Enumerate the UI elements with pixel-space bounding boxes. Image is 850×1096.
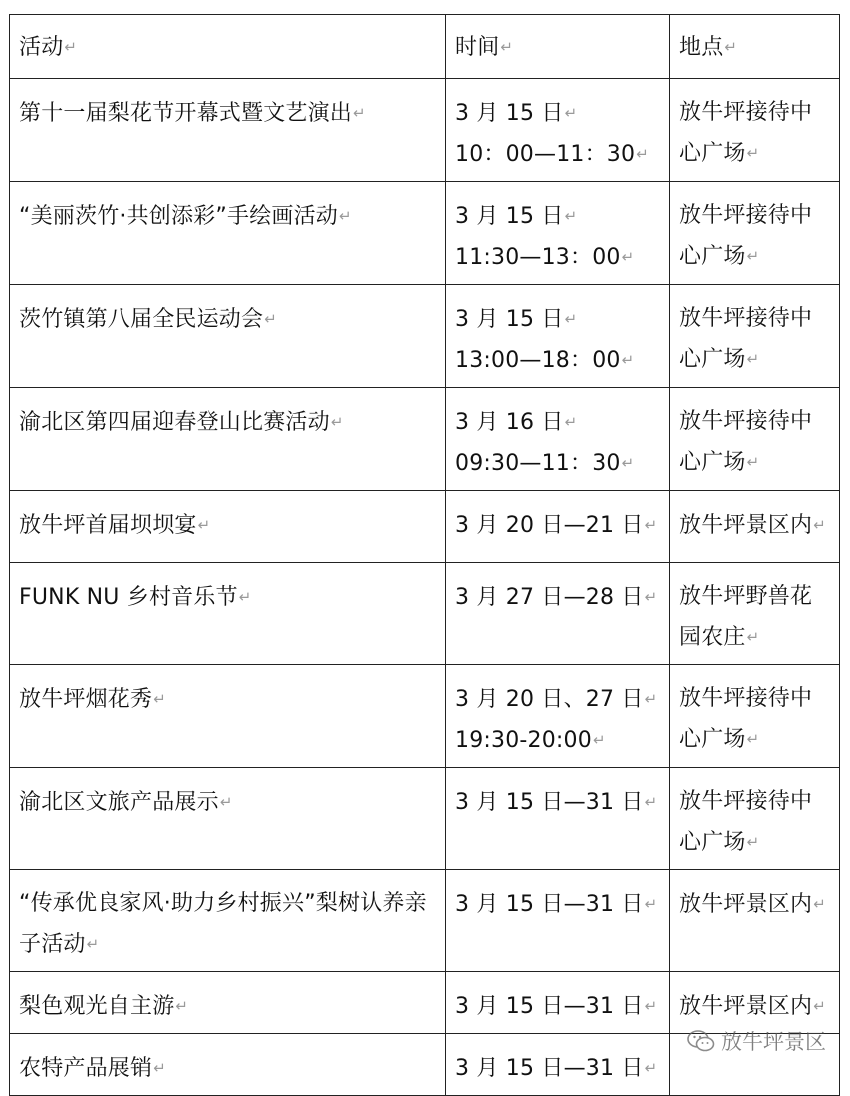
header-location: 地点↵ (670, 15, 840, 79)
time-cell (446, 870, 670, 972)
return-mark: ↵ (238, 588, 252, 606)
table-row (10, 182, 840, 285)
location-cell (670, 563, 840, 665)
time-line (455, 720, 660, 761)
time-line (455, 134, 660, 175)
location-cell (670, 768, 840, 870)
return-mark: ↵ (339, 207, 352, 225)
activity-text: 渝北区文旅产品展示 (19, 790, 219, 815)
location-text: 放牛坪景区内 (679, 513, 813, 538)
activity-text: 第十一届梨花节开幕式暨文艺演出 (19, 101, 353, 126)
time-text: 19:30-20:00 (455, 728, 592, 753)
table-row (10, 870, 840, 972)
time-cell (446, 79, 670, 182)
return-mark: ↵ (644, 1059, 658, 1077)
activity-cell (10, 972, 446, 1034)
return-mark: ↵ (330, 413, 344, 431)
table-row (10, 285, 840, 388)
activity-cell (10, 563, 446, 665)
time-cell (446, 388, 670, 491)
location-cell (670, 388, 840, 491)
return-mark: ↵ (564, 207, 578, 225)
watermark (687, 1026, 826, 1056)
activity-text: 茨竹镇第八届全民运动会 (19, 307, 264, 332)
activity-text: FUNK NU 乡村音乐节 (19, 585, 238, 610)
time-text: 3 月 15 日—31 日 (455, 790, 644, 815)
return-mark: ↵ (746, 350, 760, 368)
time-text: 3 月 27 日—28 日 (455, 585, 644, 610)
return-mark: ↵ (813, 997, 826, 1015)
return-mark: ↵ (636, 145, 649, 163)
location-cell (670, 491, 840, 563)
time-line (455, 443, 660, 484)
time-text: 10：00—11：30 (455, 142, 636, 167)
activity-cell (10, 665, 446, 768)
location-text: 放牛坪接待中心广场 (679, 409, 813, 475)
activity-cell (10, 1034, 446, 1096)
return-mark: ↵ (353, 104, 366, 122)
return-mark: ↵ (153, 690, 166, 708)
time-line (455, 577, 660, 618)
return-mark: ↵ (564, 310, 578, 328)
return-mark: ↵ (644, 997, 658, 1015)
return-mark: ↵ (644, 588, 658, 606)
time-text: 3 月 15 日—31 日 (455, 892, 644, 917)
return-mark: ↵ (219, 793, 233, 811)
return-mark: ↵ (621, 248, 635, 266)
time-text: 09:30—11：30 (455, 451, 621, 476)
time-text: 11:30—13：00 (455, 245, 621, 270)
location-cell (670, 285, 840, 388)
time-text: 3 月 15 日 (455, 101, 564, 126)
activity-text: 农特产品展销 (19, 1056, 153, 1081)
return-mark: ↵ (813, 516, 826, 534)
header-time: 时间↵ (446, 15, 670, 79)
time-text: 13:00—18：00 (455, 348, 621, 373)
return-mark: ↵ (175, 997, 189, 1015)
return-mark: ↵ (644, 516, 658, 534)
activity-cell (10, 388, 446, 491)
time-text: 3 月 20 日—21 日 (455, 513, 644, 538)
activity-text: “传承优良家风·助力乡村振兴”梨树认养亲子活动 (19, 891, 427, 957)
activity-cell (10, 491, 446, 563)
location-cell (670, 665, 840, 768)
table-header-row (10, 15, 840, 79)
return-mark: ↵ (746, 144, 760, 162)
return-mark: ↵ (153, 1059, 166, 1077)
location-text: 放牛坪接待中心广场 (679, 203, 813, 269)
time-text: 3 月 20 日、27 日 (455, 687, 644, 712)
time-line (455, 237, 660, 278)
table-row (10, 563, 840, 665)
return-mark: ↵ (621, 351, 635, 369)
return-mark: ↵ (644, 895, 658, 913)
header-activity: 活动↵ (10, 15, 446, 79)
return-mark: ↵ (621, 454, 635, 472)
activity-text: “美丽茨竹·共创添彩”手绘画活动 (19, 204, 338, 229)
return-mark: ↵ (644, 793, 658, 811)
time-cell (446, 768, 670, 870)
location-text: 放牛坪景区内 (679, 994, 813, 1019)
time-line (455, 1048, 660, 1089)
activity-cell (10, 285, 446, 388)
table-row (10, 972, 840, 1034)
location-cell (670, 870, 840, 972)
activity-cell (10, 182, 446, 285)
return-mark: ↵ (746, 833, 760, 851)
time-cell (446, 563, 670, 665)
return-mark: ↵ (197, 516, 211, 534)
time-cell (446, 285, 670, 388)
location-cell (670, 972, 840, 1034)
watermark-text: 放牛坪景区 (721, 1030, 826, 1054)
time-text: 3 月 15 日 (455, 204, 564, 229)
location-text: 放牛坪接待中心广场 (679, 306, 813, 372)
return-mark: ↵ (264, 310, 277, 328)
time-cell (446, 972, 670, 1034)
activity-cell (10, 79, 446, 182)
wechat-icon (687, 1030, 715, 1052)
location-text: 放牛坪景区内 (679, 892, 813, 917)
time-cell (446, 665, 670, 768)
location-text: 放牛坪接待中心广场 (679, 789, 813, 855)
location-text: 放牛坪接待中心广场 (679, 100, 813, 166)
events-table-body (10, 15, 840, 1096)
location-cell (670, 182, 840, 285)
table-row (10, 665, 840, 768)
activity-text: 放牛坪首届坝坝宴 (19, 513, 197, 538)
table-row (10, 388, 840, 491)
return-mark: ↵ (592, 731, 606, 749)
activity-text: 渝北区第四届迎春登山比赛活动 (19, 410, 330, 435)
return-mark: ↵ (644, 690, 658, 708)
time-cell (446, 182, 670, 285)
location-cell (670, 79, 840, 182)
events-table (9, 14, 840, 1096)
time-line (455, 986, 660, 1027)
activity-text: 放牛坪烟花秀 (19, 687, 153, 712)
time-line (455, 884, 660, 925)
time-line (455, 93, 660, 134)
return-mark: ↵ (746, 247, 760, 265)
return-mark: ↵ (746, 453, 760, 471)
table-row (10, 491, 840, 563)
return-mark: ↵ (746, 628, 760, 646)
activity-cell (10, 870, 446, 972)
location-text: 放牛坪接待中心广场 (679, 686, 813, 752)
time-text: 3 月 15 日—31 日 (455, 994, 644, 1019)
time-line (455, 782, 660, 823)
time-line (455, 340, 660, 381)
time-line (455, 679, 660, 720)
time-text: 3 月 15 日—31 日 (455, 1056, 644, 1081)
table-row (10, 768, 840, 870)
table-row (10, 79, 840, 182)
return-mark: ↵ (86, 935, 100, 953)
time-line (455, 505, 660, 546)
location-text: 放牛坪野兽花园农庄 (679, 584, 813, 650)
time-text: 3 月 15 日 (455, 307, 564, 332)
time-cell (446, 1034, 670, 1096)
activity-text: 梨色观光自主游 (19, 994, 175, 1019)
return-mark: ↵ (564, 413, 578, 431)
return-mark: ↵ (813, 895, 826, 913)
time-line (455, 299, 660, 340)
time-line (455, 196, 660, 237)
time-text: 3 月 16 日 (455, 410, 564, 435)
activity-cell (10, 768, 446, 870)
return-mark: ↵ (564, 104, 578, 122)
return-mark: ↵ (746, 730, 760, 748)
time-cell (446, 491, 670, 563)
time-line (455, 402, 660, 443)
